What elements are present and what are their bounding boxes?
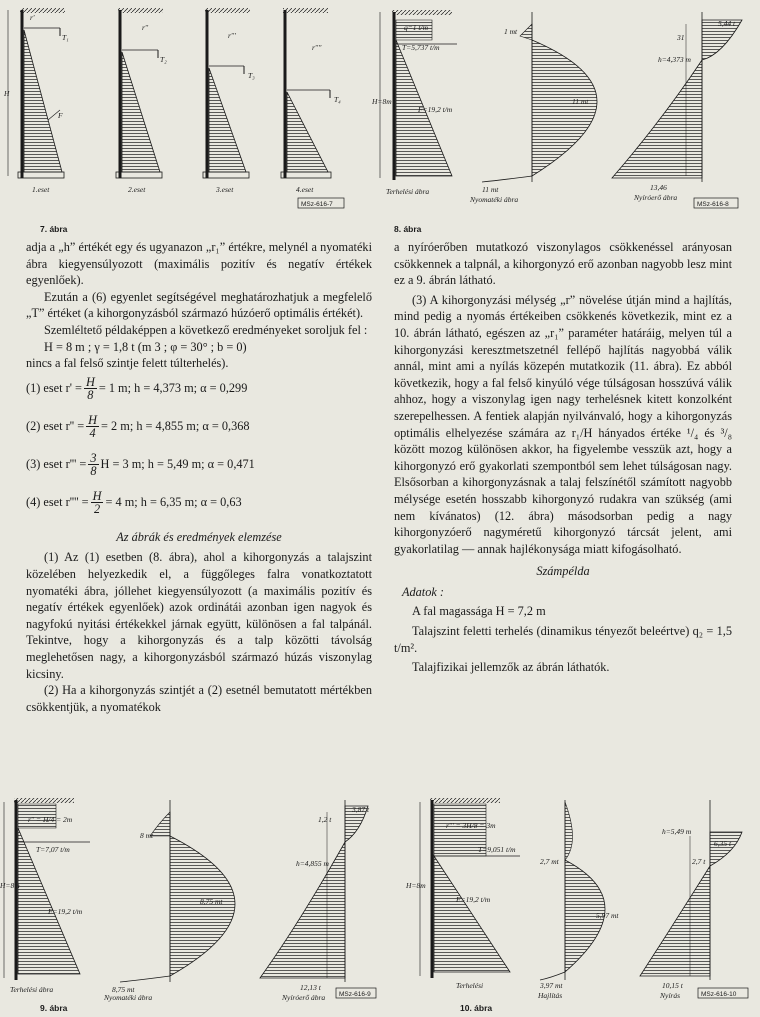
eq2-fraction: [86, 414, 99, 439]
fig7-case-3: [203, 8, 250, 178]
fig8-sub-moment: Nyomatéki ábra: [470, 195, 519, 204]
eq4-lead: (4) eset r'''' =: [26, 495, 89, 510]
fig9-f-label: F=19,2 t/m: [48, 907, 83, 916]
figure-8: [372, 0, 760, 222]
left-paragraph-5: (1) Az (1) esetben (8. ábra), ahol a kihorgonyzás a talajszint közelében helyezkedik el, a függőleges falra vonatkoztatott nyomatéki ábra, jóllehet kiegyensúlyozott (a maximális pozitív és negatív értékek egyenlőek) azok ordinátái azonban igen nagyok és nagyfokú nyitási értékekkel járnak együtt, különösen a fal talpánál. Tekintve, hogy a kihorgonyzás és a talp közötti távolság meglehetősen nagy, a kihorgonyzásból származó húzás viszonylag kicsiny.: [26, 550, 372, 681]
example-data-label: Adatok :: [402, 584, 445, 599]
fig10-v0-label: 6,35 t: [714, 839, 732, 848]
figure-9: [0, 792, 380, 1017]
eq2-den: 4: [89, 426, 96, 441]
eq3-fraction: [88, 452, 98, 477]
eq1-num: H: [85, 375, 95, 390]
fig9-h-label: H=8m: [0, 881, 20, 890]
fig7-t2-label: T₂: [160, 55, 167, 64]
fig8-31-label: 31: [677, 33, 685, 42]
equation-case-1: [26, 375, 372, 403]
eq3-den: 8: [90, 464, 97, 479]
right-load: Talajszint feletti terhelés (dinamikus tényezőt beleértve) q₂ = 1,5 t/m².: [394, 624, 732, 655]
fig8-h-label: H=8m: [372, 97, 392, 106]
fig9-shear-diagram: [260, 800, 368, 982]
eq2-rest: = 2 m; h = 4,855 m; α = 0,368: [101, 419, 250, 434]
fig9-t-label: T=7,07 t/m: [36, 845, 70, 854]
fig10-r-label: r''' = 3H/8 = 3m: [446, 821, 496, 830]
fig8-f-label: F=19,2 t/m: [418, 105, 453, 114]
right-column: [394, 239, 732, 676]
fig9-v1-label: 3,87 t: [352, 805, 370, 814]
fig7-t1-label: T₁: [62, 33, 69, 42]
fig10-sub-moment: Hajlítás: [538, 991, 563, 1000]
fig8-m3-label: 11 mt: [482, 185, 499, 194]
right-wall-height: A fal magassága H = 7,2 m: [412, 604, 546, 619]
fig9-stamp: MSz-616-9: [339, 991, 371, 998]
fig10-t-label: T=9,051 t/m: [478, 845, 516, 854]
left-column: [26, 239, 372, 715]
fig9-moment-diagram: [120, 800, 235, 982]
fig8-load-diagram: [380, 10, 457, 180]
fig10-hh-label: h=5,49 m: [662, 827, 692, 836]
fig7-case1-label: 1.eset: [32, 185, 50, 194]
fig8-stamp: MSz-616-8: [697, 201, 729, 208]
fig9-v0-label: 1,2 t: [318, 815, 332, 824]
fig9-hh-label: h=4,855 m: [296, 859, 329, 868]
equation-case-3: [26, 451, 372, 479]
fig8-q-label: q=1 t/m: [404, 23, 429, 32]
fig8-m2-label: 11 mt: [572, 97, 589, 106]
left-paragraph-3: Szemléltető példaképpen a következő eredményeket soroljuk fel :: [44, 322, 368, 337]
section-heading-example: Számpélda: [536, 564, 590, 579]
fig10-m2-label: 5,97 mt: [596, 911, 619, 920]
fig10-v2-label: 10,15 t: [662, 981, 683, 990]
fig10-stamp: MSz-616-10: [701, 991, 737, 998]
fig9-m3-label: 8,75 mt: [112, 985, 135, 994]
eq3-num: 3: [90, 451, 97, 466]
eq1-fraction: [84, 376, 97, 401]
fig7-r2-label: r'': [142, 23, 149, 32]
fig10-sub-load: Terhelési: [456, 981, 484, 990]
fig10-m3-label: 3,97 mt: [540, 981, 563, 990]
fig8-m1-label: 1 mt: [504, 27, 518, 36]
fig10-v1-label: 2,7 t: [692, 857, 706, 866]
eq4-rest: = 4 m; h = 6,35 m; α = 0,63: [105, 495, 242, 510]
eq2-num: H: [88, 413, 98, 428]
left-paragraph-2: Ezután a (6) egyenlet segítségével meghatározhatjuk a megfelelő „T” értéket (a kihorgonyzásból származó húzóerő optimális értékét).: [26, 289, 372, 321]
right-paragraph-1: a nyíróerőben mutatkozó viszonylagos csökkenéssel arányosan csökkennek a talpnál, a kihorgonyzó erő azonban nagyobb lesz mint ez a 9. ábrán látható.: [394, 240, 732, 288]
fig10-m1-label: 2,7 mt: [540, 857, 559, 866]
fig7-f-label: F: [58, 111, 63, 120]
eq3-lead: (3) eset r''' =: [26, 457, 87, 472]
eq1-den: 8: [87, 388, 94, 403]
right-soil: Talajfizikai jellemzők az ábrán láthatók.: [412, 660, 610, 675]
fig7-case-4: [281, 8, 331, 178]
fig9-m2-label: 8,75 mt: [200, 897, 223, 906]
fig8-sub-shear: Nyíróerő ábra: [634, 193, 678, 202]
fig9-sub-moment: Nyomatéki ábra: [104, 993, 153, 1002]
fig7-stamp: MSz-616-7: [301, 201, 333, 208]
fig9-v2-label: 12,13 t: [300, 983, 321, 992]
fig7-caption: 7. ábra: [40, 224, 68, 234]
eq1-rest: = 1 m; h = 4,373 m; α = 0,299: [98, 381, 248, 396]
fig9-sub-load: Terhelési ábra: [10, 985, 54, 994]
right-paragraph-2: (3) A kihorgonyzási mélység „r” növelése útján mind a hajlítás, mind pedig a nyomás értékeiben csökkenés következik, mint ez a 10. ábrán látható, egészen az „r₁” paraméter határáig, melyen túl a kihorgonyzási keresztmetszetnél fellépő hajlítás nagyobbá válik annál, mint ami a nyílás közepén mutatkozik (11. ábra). Ez abból következik, hogy a fal felső kinyúló vége túlságosan hosszúvá válik ahhoz, hogy a viszonylag igen nagy terhelésnek kitett konzolként szerepelhessen. A fentiek alapján nyilvánvaló, hogy a kihorgonyzás optimális elhelyezése számára az r₁/H hányados értéke ¹/₄ és ³/₈ között mozog különösen akkor, ha figyelembe vesszük azt, hogy a kihorgonyzó erő gyakorlati szempontból sem lehet túlságosan nagy. Elsősorban a kihorgonyzásnak a talaj felszínétől számított nagyobb mélysége esetén hosszabb kihorgonyzó rudakra van szükség (ami nem kívánatos) (12. ábra) másodsorban pedig a nagy kihorgonyzóerő nagyméretű kihorgonyzó tárcsát jelent, ami gyakorlatilag — annak hajlékonysága miatt kifogásolható.: [394, 292, 732, 556]
eq2-lead: (2) eset r'' =: [26, 419, 85, 434]
section-heading-analysis: Az ábrák és eredmények elemzése: [116, 529, 282, 544]
left-paragraph-6: (2) Ha a kihorgonyzás szintjét a (2) esetnél bemutatott mértékben csökkentjük, a nyomatékok: [26, 683, 372, 714]
fig10-sub-shear: Nyírás: [660, 991, 681, 1000]
fig8-caption: 8. ábra: [394, 224, 422, 234]
eq4-fraction: [91, 490, 104, 515]
left-parameters: H = 8 m ; γ = 1,8 t (m 3 ; φ = 30° ; b = 0): [44, 339, 247, 354]
fig8-v1-label: 5,44 t: [718, 19, 736, 28]
fig7-r4-label: r'''': [312, 43, 322, 52]
fig9-r-label: r'' = H/4 = 2m: [28, 815, 73, 824]
equation-case-2: [26, 413, 372, 441]
fig7-case-2: [116, 8, 163, 178]
fig10-f-label: F=19,2 t/m: [456, 895, 491, 904]
left-paragraph-1: adja a „h” értékét egy és ugyanazon „r₁” értékre, melynél a nyomatéki ábra kiegyensúlyozott (maximális pozitív és negatív értékek egyenlőek).: [26, 240, 372, 288]
eq1-lead: (1) eset r' =: [26, 381, 82, 396]
fig8-v2-label: 13,46: [650, 183, 667, 192]
fig7-t3-label: T₃: [248, 71, 255, 80]
fig8-sub-load: Terhelési ábra: [386, 187, 430, 196]
fig10-caption: 10. ábra: [460, 1003, 493, 1013]
eq3-rest: H = 3 m; h = 5,49 m; α = 0,471: [100, 457, 255, 472]
fig9-caption: 9. ábra: [40, 1003, 68, 1013]
fig7-case2-label: 2.eset: [128, 185, 146, 194]
left-parameters-cont: nincs a fal felső szintje felett túlterhelés).: [26, 356, 229, 371]
fig8-hh-label: h=4,373 m: [658, 55, 691, 64]
equation-case-4: [26, 489, 372, 517]
fig7-case-1: [8, 8, 65, 178]
fig10-h-label: H=8m: [406, 881, 426, 890]
fig9-m1-label: 8 mt: [140, 831, 154, 840]
fig8-t-label: T=5,737 t/m: [402, 43, 440, 52]
fig7-case4-label: 4.eset: [296, 185, 314, 194]
figure-10: [390, 792, 760, 1017]
fig7-h-label: H: [4, 89, 10, 98]
eq4-num: H: [92, 489, 102, 504]
fig9-sub-shear: Nyíróerő ábra: [282, 993, 326, 1002]
fig7-r1-label: r': [30, 13, 35, 22]
eq4-den: 2: [93, 502, 101, 517]
fig7-r3-label: r''': [228, 31, 236, 40]
fig7-case3-label: 3.eset: [216, 185, 234, 194]
fig10-moment-diagram: [540, 800, 605, 980]
fig7-t4-label: T₄: [334, 95, 341, 104]
figure-7: [0, 0, 370, 222]
